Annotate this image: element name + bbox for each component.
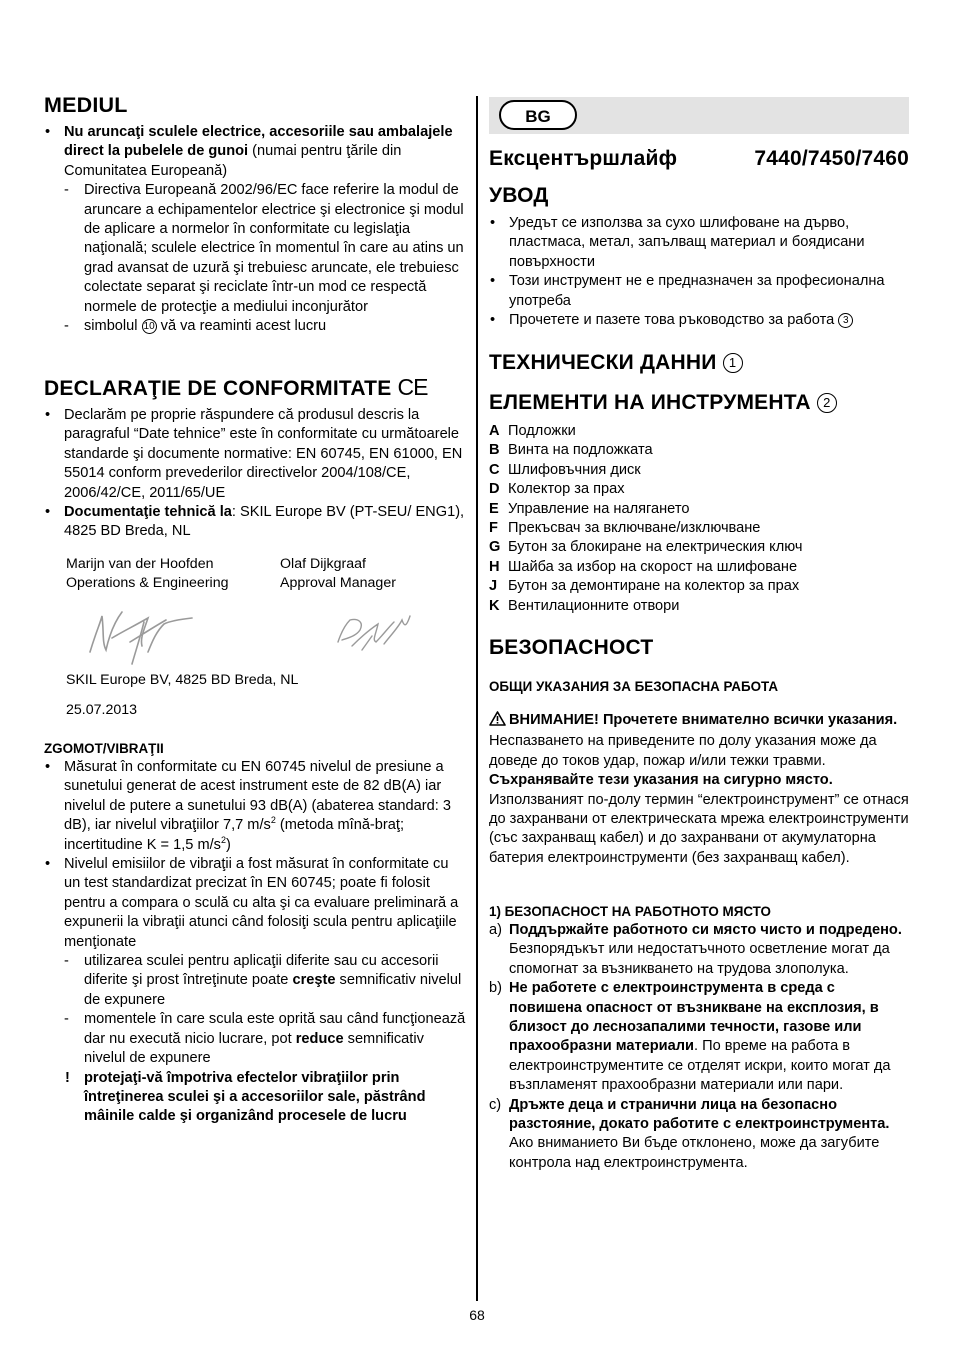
- element-key: D: [489, 481, 500, 498]
- element-label: Подложки: [508, 423, 576, 439]
- element-key: B: [489, 442, 500, 459]
- product-title: [489, 146, 909, 172]
- language-badge: BG: [499, 100, 577, 130]
- element-row: [489, 519, 909, 538]
- section-title-zgomot: ZGOMOT/VIBRAŢII: [44, 741, 164, 756]
- element-key: K: [489, 597, 500, 614]
- workplace-item-b: [489, 979, 909, 1095]
- unit-sup-2: 2: [220, 834, 226, 845]
- zgomot-d1-b: semnificativ nivelul de expunere: [84, 972, 462, 1008]
- exclamation-icon: !: [65, 1069, 70, 1086]
- element-row: [489, 480, 909, 499]
- element-label: Винта на подложката: [508, 442, 653, 459]
- signature-1-image: [82, 602, 198, 668]
- warning-text-2: Използваният по-долу термин “електроинструмент” се отнася до захранвани от електрическата мрежа електроинструменти (със захранващ кабел) и до захранвани от акумулаторна батерия електроинструменти (без захранващ кабел).: [489, 791, 909, 866]
- element-row: [489, 577, 909, 596]
- element-row: [489, 441, 909, 460]
- signatory-2-name: Olaf Dijkgraaf: [280, 556, 366, 572]
- element-key: F: [489, 520, 498, 537]
- element-key: G: [489, 539, 501, 556]
- zgomot-warning: [44, 1069, 466, 1127]
- workplace-item-a: [489, 921, 909, 979]
- element-label: Шлифовъчния диск: [508, 461, 641, 478]
- product-models: 7440/7450/7460: [754, 147, 909, 170]
- element-label: Вентилационните отвори: [508, 597, 680, 614]
- figure-ref-3: 3: [838, 313, 853, 328]
- warning-bold-1: ВНИМАНИЕ! Прочетете внимателно всички указания.: [509, 712, 898, 728]
- signatories: [44, 555, 466, 594]
- workplace-safety-items: [489, 921, 909, 1173]
- element-label: Бутон за демонтиране на колектор за прах: [508, 578, 800, 595]
- safety-warning: [489, 711, 909, 868]
- elements-list: [489, 422, 909, 616]
- tech-title-text: ТЕХНИЧЕСКИ ДАННИ: [489, 351, 717, 374]
- workplace-safety-title: 1) БЕЗОПАСНОСТ НА РАБОТНОТО МЯСТО: [489, 904, 771, 919]
- item-b-bold: Не работете с електроинструмента в среда с повишена опасност от възникване на експлозия, в близост до леснозапалими течности, газове или прахообразни материали: [509, 980, 879, 1055]
- zgomot-d1-bold: creşte: [292, 972, 336, 989]
- element-label: Управление на налягането: [508, 500, 690, 517]
- tech-doc-label: Documentaţie tehnică la: [64, 504, 232, 521]
- zgomot-d2-b: semnificativ nivelul de expunere: [84, 1030, 424, 1067]
- item-a-text: Безпорядъкът или недостатъчното осветление могат да спомогнат за възникването на трудова злополука.: [509, 941, 890, 977]
- ce-mark-icon: CE: [397, 374, 428, 400]
- uvod-bullet-2: • Този инструмент не е предназначен за професионална употреба: [489, 272, 909, 311]
- declaration-date: 25.07.2013: [66, 702, 138, 718]
- mediul-section: [44, 123, 466, 336]
- signatory-2-role: Approval Manager: [280, 575, 396, 592]
- element-label: Колектор за прах: [508, 481, 625, 498]
- element-label: Прекъсвач за включване/изключване: [508, 520, 761, 537]
- section-title-safety: БЕЗОПАСНОСТ: [489, 636, 654, 659]
- declaratie-section: [44, 406, 466, 542]
- section-title-mediul: MEDIUL: [44, 93, 128, 117]
- mediul-dash-1: - Directiva Europeană 2002/96/EC face referire la modul de aruncare a echipamentelor electrice şi electronice şi modul de aplicare a normelor în conformitate cu legislaţia naţională; sculele electrice în momentul în care au atins un grad avansat de uzură şi trebuiesc aruncate, ele trebuiesc colectate separat şi reciclate într-un mod ce respectă normele de protecţie a mediului inconjurător: [44, 181, 466, 317]
- zgomot-b1-c: ): [225, 836, 231, 853]
- zgomot-section: [44, 758, 466, 1127]
- element-key: J: [489, 578, 498, 595]
- unit-sup-1: 2: [270, 815, 276, 826]
- mediul-bullet-text: (numai pentru ţările din Comunitatea Europeană): [64, 143, 402, 179]
- mediul-bullet: [44, 123, 466, 181]
- element-row: [489, 500, 909, 519]
- zgomot-bullet-2: • Nivelul emisiilor de vibraţii a fost măsurat în conformitate cu un test standardizat precizat în EN 60745; poate fi folosit pentru a compara o sculă cu alta şi ca evaluare preliminară a expunerii la vibraţii atunci când folosiţi scula pentru aplicaţiile menţionate: [44, 855, 466, 952]
- signatory-1-name: Marijn van der Hoofden: [66, 556, 214, 572]
- zgomot-dash-2: [44, 1010, 466, 1068]
- item-c-bold: Дръжте деца и странични лица на безопасно разстояние, докато работите с електроинструмента.: [509, 1096, 890, 1133]
- zgomot-d1-a: utilizarea sculei pentru aplicaţii diferite sau cu accesorii diferite şi prost întreţinute poate: [84, 953, 439, 989]
- section-title-declaratie: [44, 374, 427, 402]
- warning-triangle-icon: [489, 711, 506, 732]
- zgomot-d2-bold: reduce: [295, 1030, 344, 1047]
- page-number: 68: [469, 1307, 485, 1323]
- element-key: H: [489, 558, 500, 575]
- element-row: [489, 558, 909, 577]
- zgomot-dash-1: [44, 952, 466, 1010]
- mediul-bullet-bold: Nu aruncaţi sculele electrice, accesoriile sau ambalajele direct la pubelele de gunoi: [64, 124, 453, 160]
- tech-doc-text: : SKIL Europe BV (PT-SEU/ ENG1), 4825 BD Breda, NL: [64, 504, 465, 540]
- figure-ref-1: 1: [723, 353, 743, 373]
- product-name: Ексцентършлайф: [489, 147, 678, 170]
- element-key: E: [489, 500, 499, 517]
- element-row: [489, 597, 909, 616]
- item-a-bold: Поддържайте работното си място чисто и подредено.: [509, 922, 902, 938]
- section-title-uvod: УВОД: [489, 184, 549, 207]
- section-title-elements: [489, 390, 837, 416]
- uvod-bullet-1: • Уредът се използва за сухо шлифоване на дърво, пластмаса, метал, запълващ материал и боядисани повърхности: [489, 214, 909, 272]
- item-b-text: . По време на работа в електроинструментите се отделят искри, които могат да възпламенят прахообразни материали или пари.: [509, 1038, 891, 1094]
- symbol-text-post: vă va reaminti acest lucru: [156, 318, 327, 335]
- mediul-dash-2: [44, 317, 466, 336]
- uvod-bullet-3: [489, 311, 909, 330]
- signatory-1-role: Operations & Engineering: [66, 575, 229, 592]
- zgomot-d2-a: momentele în care scula este oprită sau când funcţionează dar nu execută nicio lucrare, pot: [84, 1011, 466, 1047]
- symbol-ref-10: 10: [143, 321, 155, 333]
- company-address: SKIL Europe BV, 4825 BD Breda, NL: [66, 672, 299, 688]
- general-safety-title: ОБЩИ УКАЗАНИЯ ЗА БЕЗОПАСНА РАБОТА: [489, 679, 779, 694]
- item-c-key: c): [489, 1096, 502, 1113]
- section-title-tech: [489, 350, 743, 376]
- element-row: [489, 461, 909, 480]
- warning-bold-2: Съхранявайте тези указания на сигурно място.: [489, 772, 833, 789]
- declaratie-bullet-1: • Declarăm pe proprie răspundere că produsul descris la paragraful “Date tehnice” este în conformitate cu următoarele standarde şi documente normative: EN 60745, EN 61000, EN 55014 conform prevederilor directivelor 2004/108/CE, 2006/42/CE, 2011/65/UE: [44, 406, 466, 503]
- figure-ref-2: 2: [817, 393, 837, 413]
- item-b-key: b): [489, 980, 502, 997]
- element-label: Бутон за блокиране на електрическия ключ: [508, 539, 803, 556]
- zgomot-bullet-1: [44, 758, 466, 855]
- column-divider: [476, 96, 478, 1301]
- declaratie-title-text: DECLARAŢIE DE CONFORMITATE: [44, 377, 392, 400]
- zgomot-warning-text: protejaţi-vă împotriva efectelor vibraţiilor prin întreţinerea sculei şi a accesoriilor sale, păstrând mâinile calde şi organizând procesele de lucru: [84, 1069, 426, 1125]
- signature-2-image: [332, 606, 416, 656]
- element-label: Шайба за избор на скорост на шлифоване: [508, 558, 798, 575]
- uvod-b3-text: Прочетете и пазете това ръководство за работа: [509, 312, 839, 329]
- zgomot-b1-a: Măsurat în conformitate cu EN 60745 nivelul de presiune a sunetului generat de acest instrument este de 82 dB(A) iar nivelul de putere a sunetului 93 dB(A) (abaterea standard: 3 dB), iar nivelul vibraţiilor 7,7 m/s: [64, 759, 451, 834]
- elements-title-text: ЕЛЕМЕНТИ НА ИНСТРУМЕНТА: [489, 391, 811, 414]
- symbol-text-pre: simbolul: [84, 318, 142, 335]
- zgomot-b1-b: (metoda mînă-braţ; incertitudine K = 1,5 m/s: [64, 817, 404, 853]
- warning-text-1: Неспазването на приведените по долу указания може да доведе до токов удар, пожар и/или тежки травми.: [489, 733, 877, 769]
- element-key: C: [489, 461, 500, 478]
- item-a-key: a): [489, 922, 502, 938]
- element-row: [489, 538, 909, 557]
- element-row: [489, 422, 909, 441]
- element-key: A: [489, 423, 500, 439]
- workplace-item-c: [489, 1096, 909, 1174]
- declaratie-bullet-2: [44, 503, 466, 542]
- item-c-text: Ако вниманието Ви бъде отклонено, може да загубите контрола над електроинструмента.: [509, 1135, 880, 1171]
- uvod-section: [489, 214, 909, 330]
